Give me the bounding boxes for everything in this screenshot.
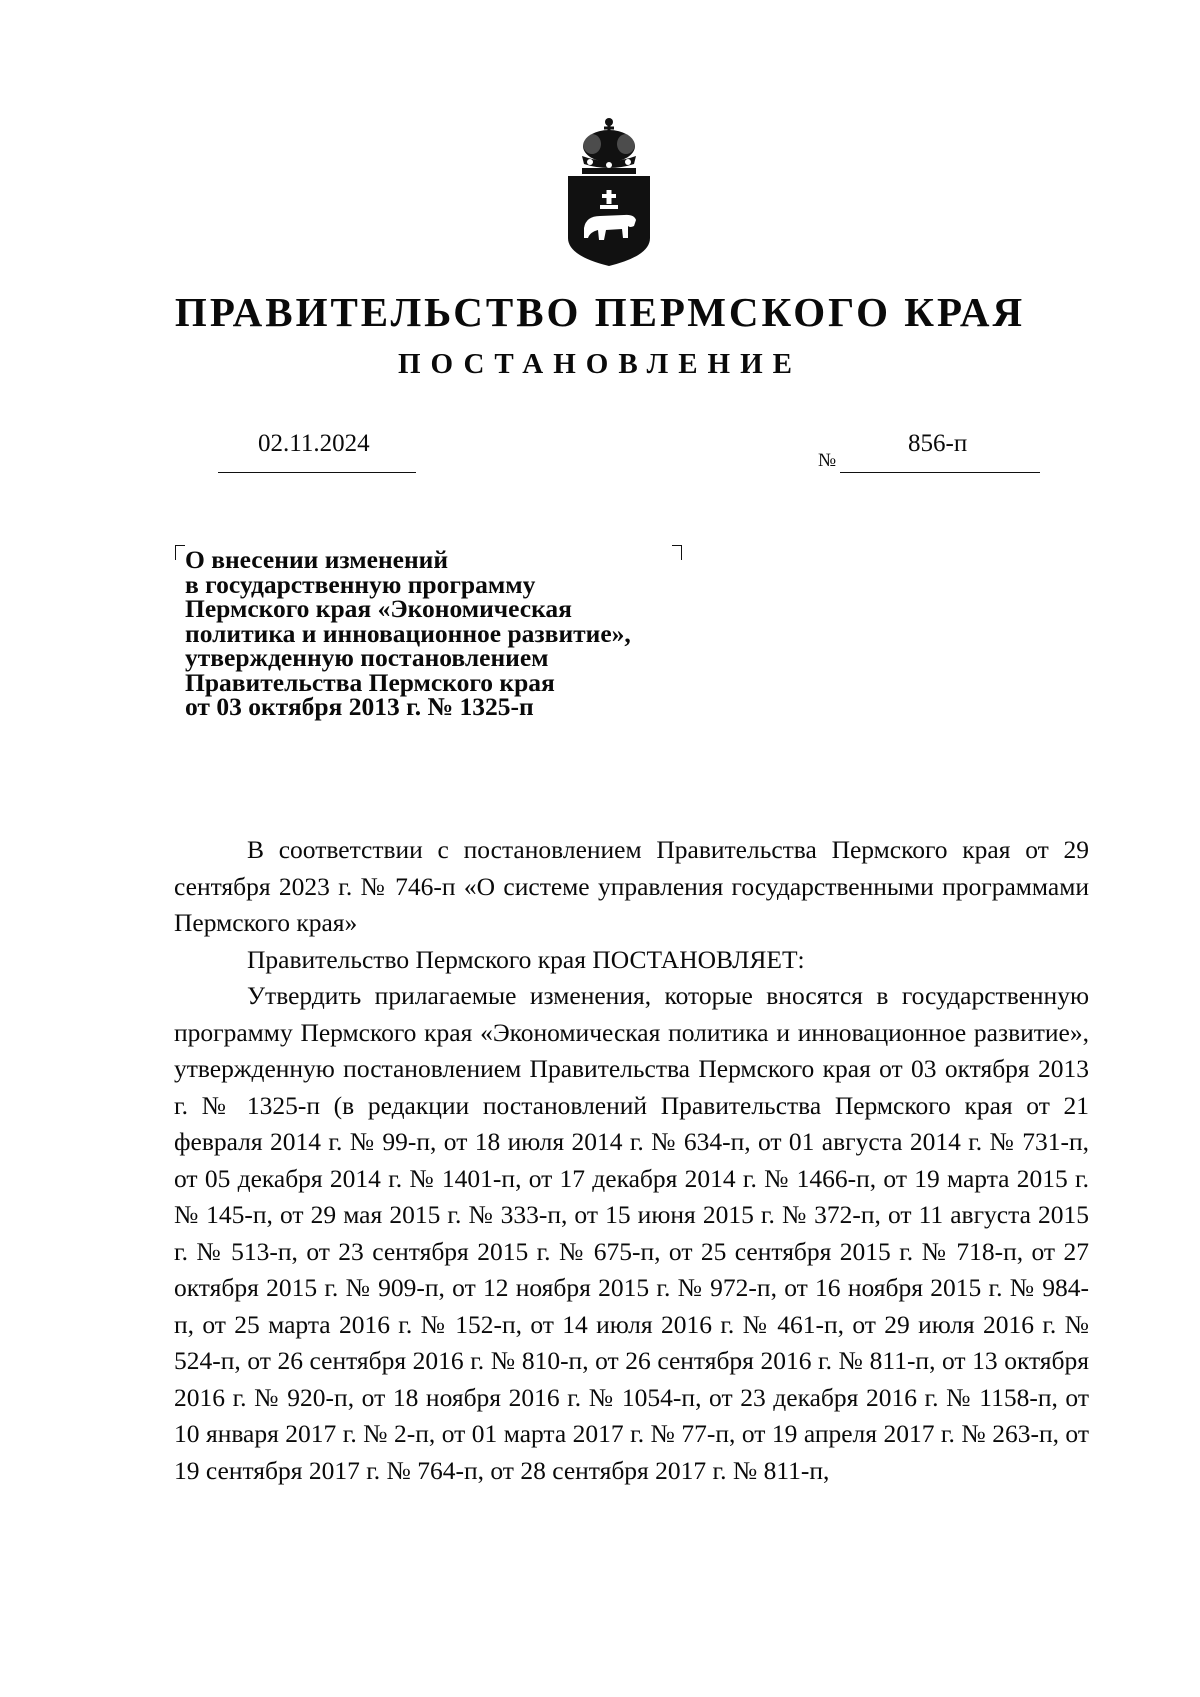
subject-line: Пермского края «Экономическая (185, 594, 572, 623)
subject-corner-left (175, 545, 185, 560)
document-date: 02.11.2024 (258, 430, 370, 457)
subject-line: Правительства Пермского края (185, 667, 555, 697)
subject-line: в государственную программу (185, 569, 536, 599)
date-field (218, 430, 416, 473)
subject-line: политика и инновационное развитие», (185, 618, 631, 648)
organization-title: ПРАВИТЕЛЬСТВО ПЕРМСКОГО КРАЯ (174, 289, 1026, 335)
document-body (174, 832, 1089, 1489)
body-paragraph-basis: В соответствии с постановлением Правительства Пермского края от 29 сентября 2023 г. № 746-п «О системе управления государственными программами Пермского края» (174, 835, 1089, 937)
document-subject (185, 545, 705, 721)
document-number: 856-п (908, 430, 968, 457)
document-type: ПОСТАНОВЛЕНИЕ (397, 348, 802, 380)
body-paragraph-approve: Утвердить прилагаемые изменения, которые вносятся в государственную программу Пермского края «Экономическая политика и инновационное развитие», утвержденную постановлением Правительства Пермского края от 03 октября 2013 г. № 1325-п (в редакции постановлений Правительства Пермского края от 21 февраля 2014 г. № 99-п, от 18 июля 2014 г. № 634-п, от 01 августа 2014 г. № 731-п, от 05 декабря 2014 г. № 1401-п, от 17 декабря 2014 г. № 1466-п, от 19 марта 2015 г. № 145-п, от 29 мая 2015 г. № 333-п, от 15 июня 2015 г. № 372-п, от 11 августа 2015 г. № 513-п, от 23 сентября 2015 г. № 675-п, от 25 сентября 2015 г. № 718-п, от 27 октября 2015 г. № 909-п, от 12 ноября 2015 г. № 972-п, от 16 ноября 2015 г. № 984-п, от 25 марта 2016 г. № 152-п, от 14 июля 2016 г. № 461-п, от 29 июля 2016 г. № 524-п, от 26 сентября 2016 г. № 810-п, от 26 сентября 2016 г. № 811-п, от 13 октября 2016 г. № 920-п, от 18 ноября 2016 г. № 1054-п, от 23 декабря 2016 г. № 1158-п, от 10 января 2017 г. № 2-п, от 01 марта 2017 г. № 77-п, от 19 апреля 2017 г. № 263-п, от 19 сентября 2017 г. № 764-п, от 28 сентября 2017 г. № 811-п, (174, 981, 1089, 1485)
subject-line: О внесении изменений (185, 545, 449, 574)
body-paragraph-resolves: Правительство Пермского края ПОСТАНОВЛЯЕТ: (247, 944, 805, 974)
subject-line: от 03 октября 2013 г. № 1325-п (185, 692, 534, 721)
subject-line: утвержденную постановлением (185, 643, 549, 672)
number-field (840, 430, 1040, 473)
number-sign: № (818, 450, 837, 471)
coat-of-arms-icon (562, 116, 656, 268)
